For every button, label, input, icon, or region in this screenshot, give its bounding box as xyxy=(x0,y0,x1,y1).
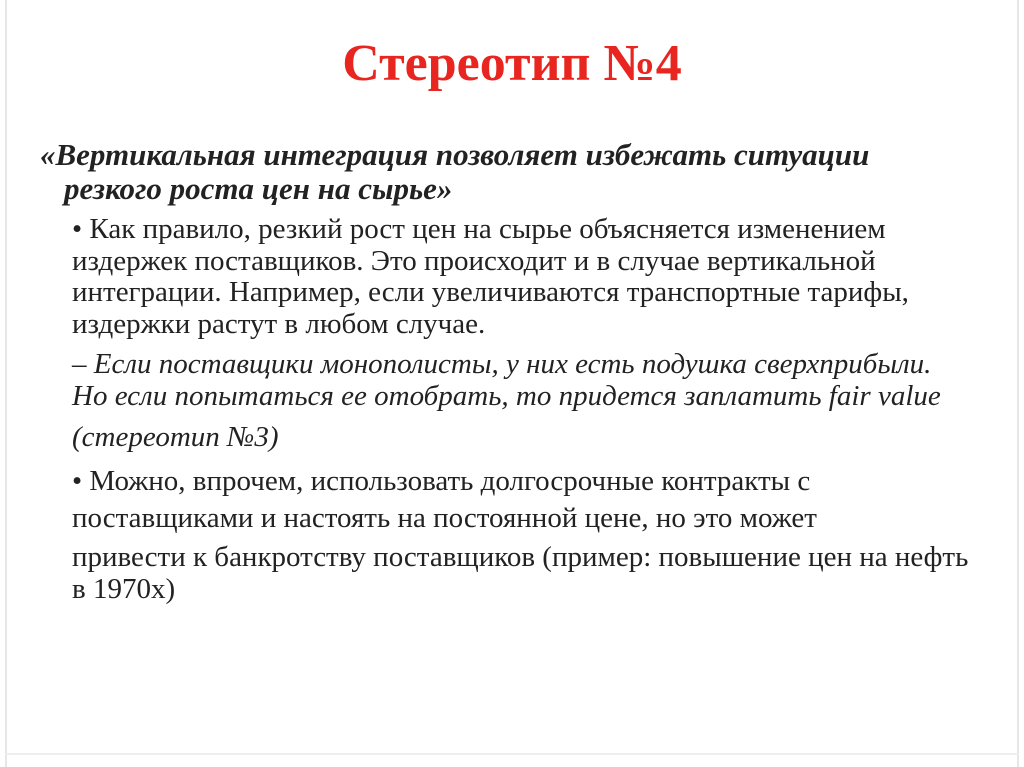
stereotype-statement-line-1: «Вертикальная интеграция позволяет избежать ситуации xyxy=(40,137,870,172)
stereotype-reference: (стереотип №3) xyxy=(72,421,279,453)
contracts-line-2: поставщиками и настоять на постоянной цене, но это может xyxy=(72,501,817,534)
stereotype-statement-line-2: резкого роста цен на сырье» xyxy=(64,171,453,206)
dash-paragraph-monopoly: – Если поставщики монополисты, у них есть подушка сверхприбыли. Но если попытаться ее отобрать, то придется заплатить fair value xyxy=(72,348,941,412)
slide-title: Стереотип №4 xyxy=(342,35,682,92)
slide-content xyxy=(0,138,1024,605)
stereotype-statement xyxy=(40,138,980,206)
slide-border-bottom xyxy=(5,753,1019,755)
contracts-line-3: привести к банкротству поставщиков (пример: повышение цен на нефть в 1970х) xyxy=(72,541,969,605)
contracts-line-1: • Можно, впрочем, использовать долгосрочные контракты с xyxy=(72,464,811,497)
bullet-paragraph-long-term-contracts xyxy=(72,466,972,606)
bullet-paragraph-cost-explanation: • Как правило, резкий рост цен на сырье объясняется изменением издержек поставщиков. Это происходит и в случае вертикальной интеграции. Например, если увеличиваются транспортные тарифы, издержки растут в любом случае. xyxy=(72,213,909,340)
